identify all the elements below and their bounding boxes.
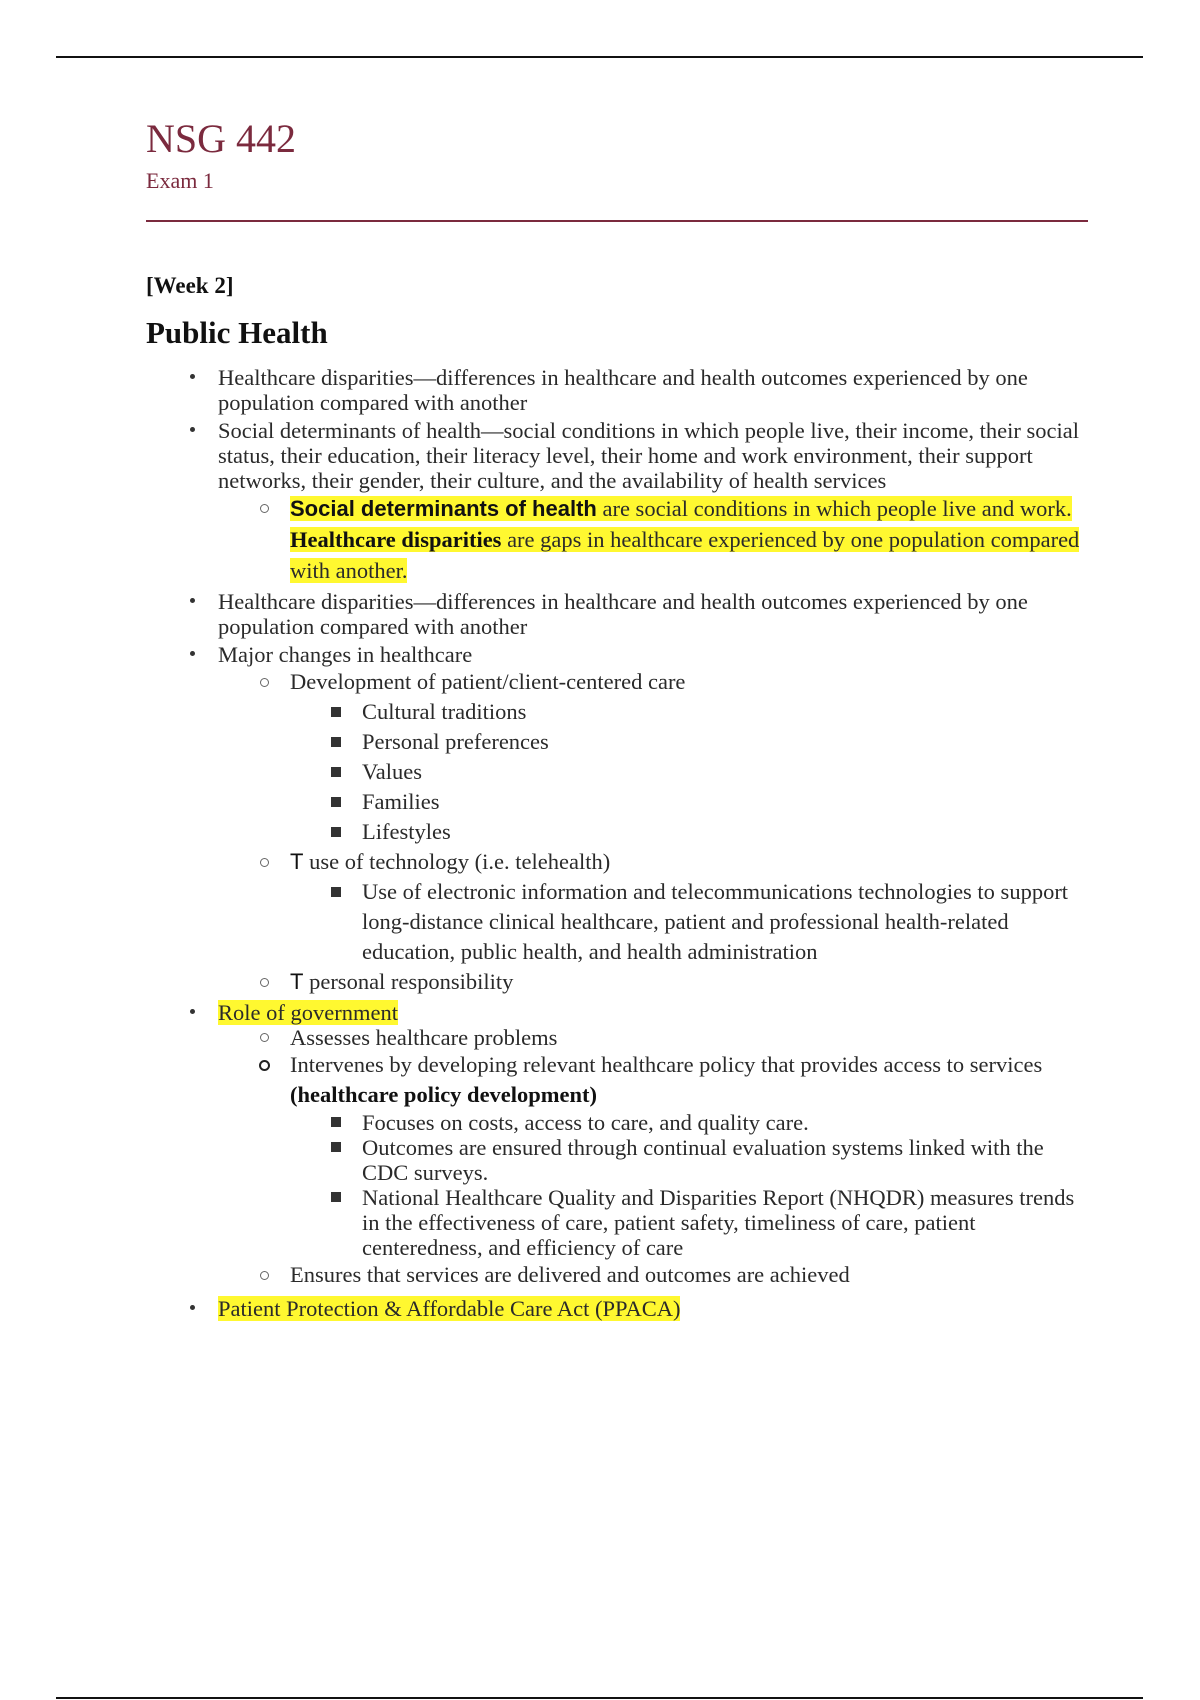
page-bottom-rule bbox=[56, 1697, 1143, 1699]
list-item-disparities-2 bbox=[146, 589, 1091, 639]
bullet-dot-icon bbox=[182, 418, 202, 443]
list-item-role-of-government bbox=[146, 1000, 1091, 1290]
list-item-text: Use of electronic information and telecommunications technologies to support long-distance clinical healthcare, patient and professional health-related education, public health, and health administration bbox=[362, 879, 1069, 964]
list-item-text: Development of patient/client-centered care bbox=[290, 669, 686, 694]
increase-arrow-glyph: T bbox=[290, 849, 304, 874]
document-title: NSG 442 bbox=[146, 116, 297, 161]
list-item-text: Assesses healthcare problems bbox=[290, 1025, 558, 1050]
highlighted-text: Patient Protection & Affordable Care Act (PPACA) bbox=[218, 1296, 681, 1321]
list-item-text: use of technology (i.e. telehealth) bbox=[303, 849, 611, 874]
highlighted-note bbox=[218, 493, 1091, 586]
list-item-social-determinants bbox=[146, 418, 1091, 586]
bullet-circle-icon bbox=[254, 967, 274, 997]
list-item-text: Cultural traditions bbox=[362, 699, 527, 724]
list-item bbox=[290, 877, 1091, 967]
list-item-text: Healthcare disparities—differences in healthcare and health outcomes experienced by one population compared with another bbox=[218, 589, 1028, 639]
bullet-square-icon bbox=[326, 1110, 346, 1135]
bullet-square-icon bbox=[326, 727, 346, 757]
bullet-square-icon bbox=[326, 817, 346, 847]
bullet-circle-icon bbox=[254, 667, 274, 697]
bullet-dot-icon bbox=[182, 589, 202, 614]
bullet-circle-icon bbox=[254, 1050, 274, 1080]
note-text-1: are social conditions in which people live and work. bbox=[596, 496, 1072, 521]
term-healthcare-disparities: Healthcare disparities bbox=[290, 527, 502, 552]
list-item-major-changes bbox=[146, 642, 1091, 997]
list-item-bold-text: (healthcare policy development) bbox=[290, 1082, 598, 1107]
list-item-text: Lifestyles bbox=[362, 819, 451, 844]
list-item bbox=[290, 817, 1091, 847]
list-item-disparities-1 bbox=[146, 365, 1091, 415]
sub-sub-list bbox=[290, 697, 1091, 847]
sub-sub-list bbox=[290, 1110, 1091, 1260]
list-item-text: Families bbox=[362, 789, 440, 814]
list-item-responsibility bbox=[218, 967, 1091, 997]
page-top-rule bbox=[56, 56, 1143, 58]
sub-list bbox=[218, 493, 1091, 586]
list-item-ppaca bbox=[146, 1296, 1091, 1321]
bullet-circle-icon bbox=[254, 1260, 274, 1290]
sub-list bbox=[218, 667, 1091, 997]
list-item-text: personal responsibility bbox=[303, 969, 514, 994]
increase-arrow-glyph: T bbox=[290, 969, 304, 994]
list-item-text: National Healthcare Quality and Disparities Report (NHQDR) measures trends in the effectiveness of care, patient safety, timeliness of care, patient centeredness, and efficiency of care bbox=[362, 1185, 1075, 1260]
list-item-text: Focuses on costs, access to care, and quality care. bbox=[362, 1110, 809, 1135]
bullet-square-icon bbox=[326, 697, 346, 727]
list-item bbox=[290, 787, 1091, 817]
highlighted-text bbox=[290, 496, 1079, 583]
list-item bbox=[290, 727, 1091, 757]
bullet-circle-icon bbox=[254, 847, 274, 877]
bullet-square-icon bbox=[326, 1135, 346, 1160]
list-item-text: Personal preferences bbox=[362, 729, 549, 754]
week-label: [Week 2] bbox=[146, 273, 234, 298]
sub-sub-list bbox=[290, 877, 1091, 967]
notes-content bbox=[146, 362, 1091, 1321]
list-item-text: Ensures that services are delivered and outcomes are achieved bbox=[290, 1262, 850, 1287]
note-text-2: are gaps in healthcare experienced by one population compared with another. bbox=[290, 527, 1080, 583]
list-item-text: Intervenes by developing relevant healthcare policy that provides access to services bbox=[290, 1052, 1043, 1077]
bullet-square-icon bbox=[326, 757, 346, 787]
list-item bbox=[290, 1185, 1091, 1260]
list-item-text: Social determinants of health—social conditions in which people live, their income, their social status, their education, their literacy level, their home and work environment, their support networks, their gender, their culture, and the availability of health services bbox=[218, 418, 1080, 493]
title-divider bbox=[146, 220, 1088, 222]
list-item bbox=[290, 697, 1091, 727]
bullet-dot-icon bbox=[182, 1000, 202, 1025]
highlighted-text: Role of government bbox=[218, 1000, 398, 1025]
list-item bbox=[290, 1135, 1091, 1185]
list-item-technology bbox=[218, 847, 1091, 967]
list-item bbox=[290, 1110, 1091, 1135]
bullet-dot-icon bbox=[182, 365, 202, 390]
list-item-intervenes bbox=[218, 1050, 1091, 1260]
list-item-text: Values bbox=[362, 759, 422, 784]
list-item-assesses bbox=[218, 1025, 1091, 1050]
bullet-square-icon bbox=[326, 877, 346, 907]
list-item-text: Outcomes are ensured through continual evaluation systems linked with the CDC surveys. bbox=[362, 1135, 1044, 1185]
list-item-patient-centered bbox=[218, 667, 1091, 847]
sub-list bbox=[218, 1025, 1091, 1290]
list-item-text: Major changes in healthcare bbox=[218, 642, 473, 667]
document-subtitle: Exam 1 bbox=[146, 168, 214, 193]
term-social-determinants: Social determinants of health bbox=[290, 496, 597, 521]
bullet-circle-icon bbox=[254, 493, 274, 523]
section-heading: Public Health bbox=[146, 315, 328, 350]
bullet-dot-icon bbox=[182, 1296, 202, 1321]
bullet-circle-icon bbox=[254, 1025, 274, 1050]
top-level-list bbox=[146, 365, 1091, 1321]
list-item-ensures bbox=[218, 1260, 1091, 1290]
bullet-square-icon bbox=[326, 787, 346, 817]
list-item bbox=[290, 757, 1091, 787]
list-item-text: Healthcare disparities—differences in healthcare and health outcomes experienced by one population compared with another bbox=[218, 365, 1028, 415]
bullet-dot-icon bbox=[182, 642, 202, 667]
bullet-square-icon bbox=[326, 1185, 346, 1210]
